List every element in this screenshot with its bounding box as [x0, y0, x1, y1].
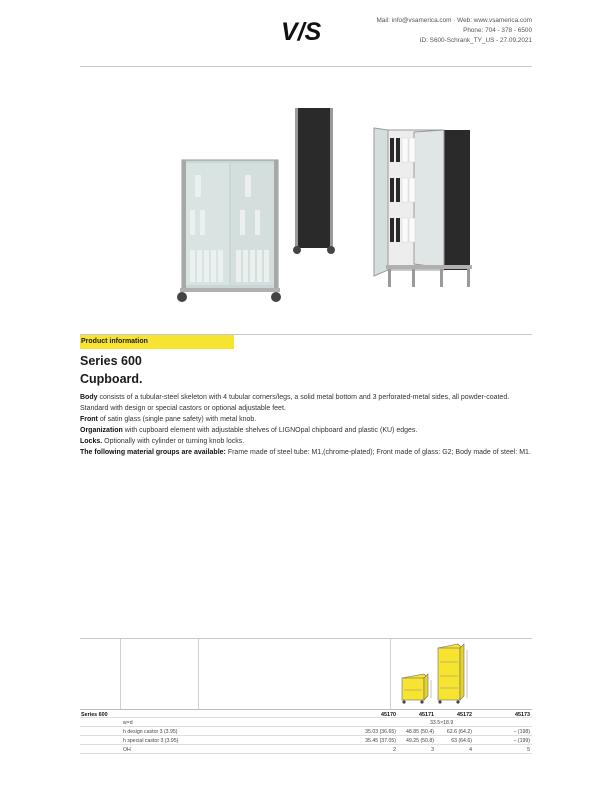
cupboard-side-view	[293, 108, 335, 254]
body-paragraph: Body consists of a tubular-steel skeleton with 4 tubular corners/legs, a solid metal bottom and 3 perforated-metal sides, all powder-coated. Standard with design or special castors or optional adjustable feet.	[80, 394, 510, 412]
series-label: Series 600	[81, 712, 108, 718]
vs-logo	[281, 18, 331, 44]
cupboard-glass-front	[177, 160, 281, 302]
row-label: h design castor 3 (3.95)	[123, 729, 178, 735]
row-value: 63 (64.6)	[451, 738, 472, 744]
product-subtitle: Cupboard.	[80, 372, 143, 386]
row-value: 62.6 (64.2)	[446, 729, 472, 735]
table-row	[80, 745, 532, 754]
dimensions-table	[80, 709, 532, 754]
row-label: OH	[123, 747, 131, 753]
row-value: 5	[527, 747, 530, 753]
front-paragraph: Front of satin glass (single pane safety) with metal knob.	[80, 416, 257, 423]
material-paragraph: The following material groups are available: Frame made of steel tube: M1,(chrome-plated); Front made of glass: G2; Body made of steel: M1.	[80, 449, 531, 456]
row-value: 33.5×18.9	[430, 720, 454, 726]
row-value: 49.25 (50.8)	[406, 738, 434, 744]
table-row	[80, 736, 532, 745]
row-value: 35.03 (36.65)	[365, 729, 396, 735]
document-id: ID: S600-Schrank_TY_US - 27.09.2021	[419, 37, 532, 44]
phone-line: Phone: 704 - 378 - 6500	[463, 27, 532, 34]
cupboard-open-doors	[374, 128, 472, 287]
article-number: 45170	[381, 712, 396, 718]
column-divider	[120, 639, 121, 709]
table-row	[80, 727, 532, 736]
article-number: 45173	[515, 712, 530, 718]
series-title: Series 600	[80, 354, 142, 368]
contact-block	[376, 16, 532, 46]
article-number: 45171	[419, 712, 434, 718]
table-header-row	[80, 709, 532, 718]
row-value: 48.85 (50.4)	[406, 729, 434, 735]
row-value: 4	[469, 747, 472, 753]
column-divider	[198, 639, 199, 709]
row-value: 3	[431, 747, 434, 753]
contact-line: Mail: info@vsamerica.com · Web: www.vsamerica.com	[376, 17, 532, 24]
row-label: h special castor 3 (3.95)	[123, 738, 179, 744]
header-divider	[80, 66, 532, 67]
row-label: w×d	[123, 720, 133, 726]
product-info-tag: Product information	[80, 335, 234, 349]
svg-text:V/S: V/S	[281, 18, 322, 44]
locks-paragraph: Locks. Optionally with cylinder or turning knob locks.	[80, 438, 245, 445]
row-value: 2	[393, 747, 396, 753]
article-number: 45172	[457, 712, 472, 718]
cupboard-size-diagram	[392, 640, 532, 708]
organization-paragraph: Organization with cupboard element with adjustable shelves of LIGNOpal chipboard and plastic (KU) edges.	[80, 427, 418, 434]
row-value: 35.45 (37.05)	[365, 738, 396, 744]
product-description	[80, 392, 532, 458]
column-divider	[390, 639, 391, 709]
product-photo	[160, 100, 480, 310]
row-value: – (198)	[513, 729, 530, 735]
row-value: – (199)	[513, 738, 530, 744]
table-row	[80, 718, 532, 727]
table-divider	[80, 638, 532, 639]
